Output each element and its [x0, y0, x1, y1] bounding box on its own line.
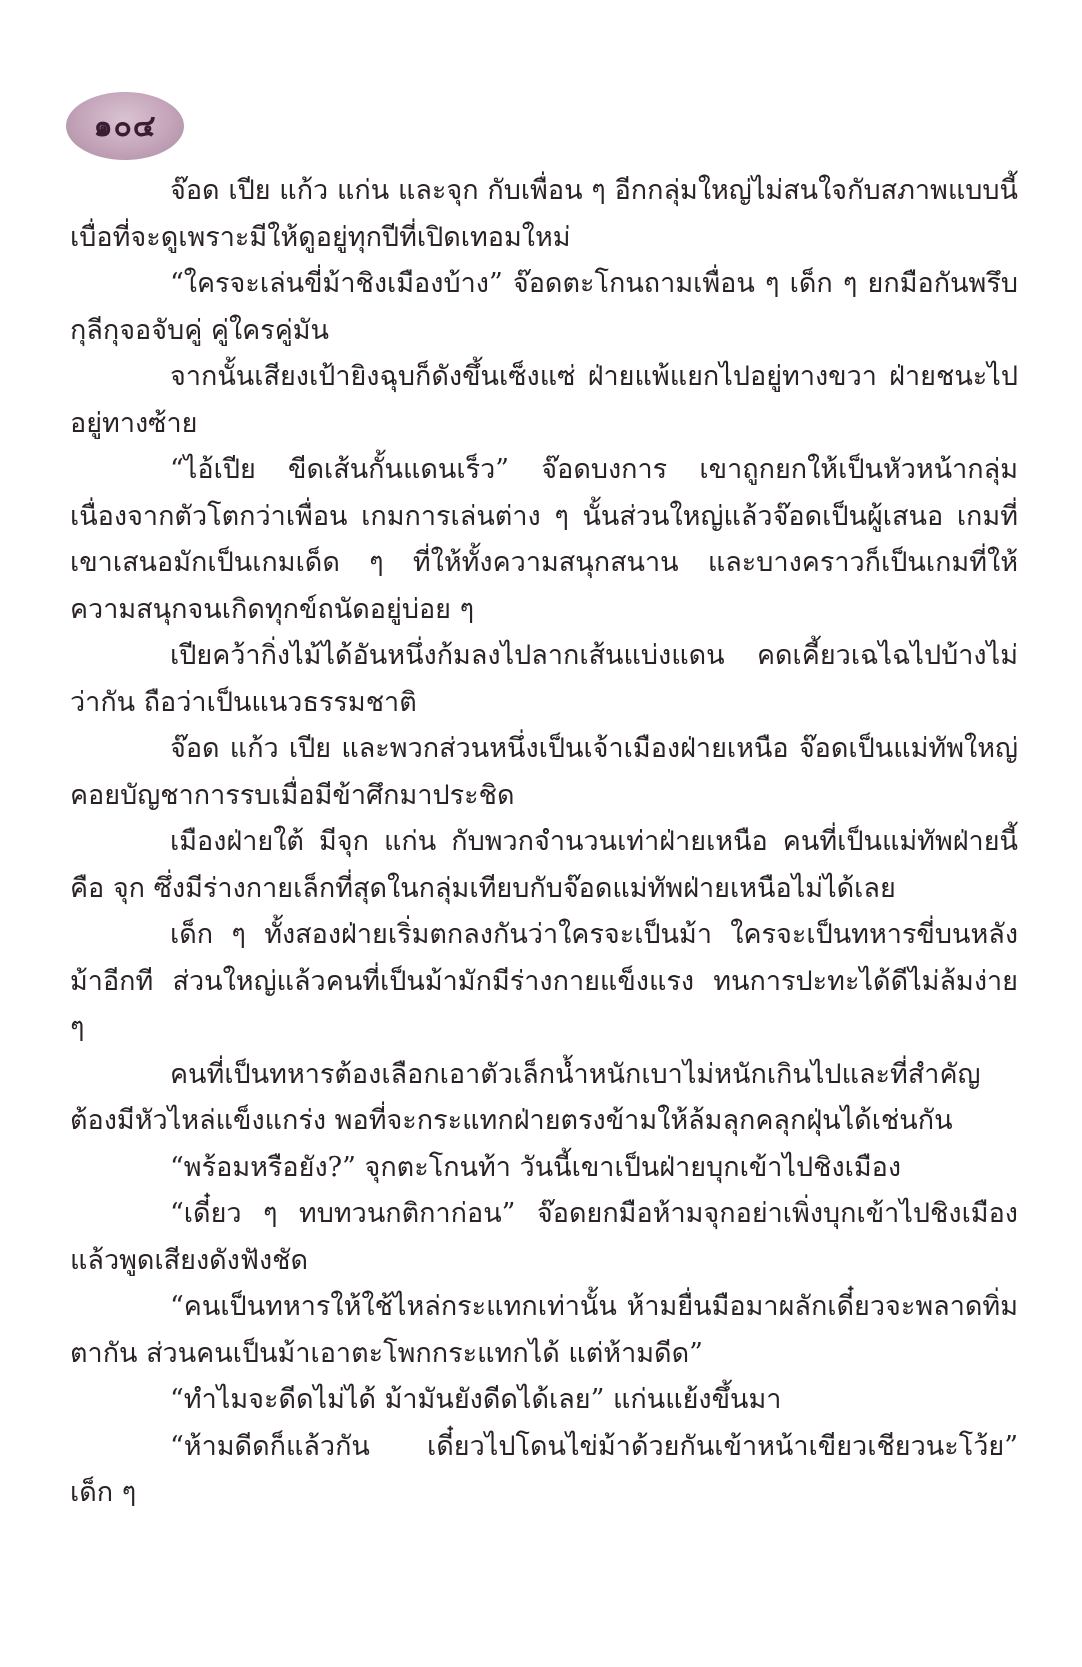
paragraph: “ห้ามดีดก็แล้วกัน เดี๋ยวไปโดนไข่ม้าด้วยกันเข้าหน้าเขียวเชียวนะโว้ย” เด็ก ๆ	[70, 1430, 1018, 1508]
paragraph: “ไอ้เปีย ขีดเส้นกั้นแดนเร็ว” จ๊อดบงการ เขาถูกยกให้เป็นหัวหน้ากลุ่ม เนื่องจากตัวโตกว่าเพื่อน เกมการเล่นต่าง ๆ นั้นส่วนใหญ่แล้วจ๊อดเป็นผู้เสนอ เกมที่เขาเสนอมักเป็นเกมเด็ด ๆ ที่ให้ทั้งความสนุกสนาน และบางคราวก็เป็นเกมที่ให้ความสนุกจนเกิดทุกข์ถนัดอยู่บ่อย ๆ	[70, 454, 1018, 625]
paragraph: “เดี๋ยว ๆ ทบทวนกติกาก่อน” จ๊อดยกมือห้ามจุกอย่าเพิ่งบุกเข้าไปชิงเมือง แล้วพูดเสียงดังฟังชัด	[70, 1198, 1018, 1276]
paragraph: “ใครจะเล่นขี่ม้าชิงเมืองบ้าง” จ๊อดตะโกนถามเพื่อน ๆ เด็ก ๆ ยกมือกันพรึบ กุลีกุจอจับคู่ คู่ใครคู่มัน	[70, 268, 1018, 346]
paragraph: “คนเป็นทหารให้ใช้ไหล่กระแทกเท่านั้น ห้ามยื่นมือมาผลักเดี๋ยวจะพลาดทิ่มตากัน ส่วนคนเป็นม้าเอาตะโพกกระแทกได้ แต่ห้ามดีด”	[70, 1291, 1018, 1369]
page-number-badge	[66, 92, 184, 160]
paragraph: เมืองฝ่ายใต้ มีจุก แก่น กับพวกจำนวนเท่าฝ่ายเหนือ คนที่เป็นแม่ทัพฝ่ายนี้ คือ จุก ซึ่งมีร่างกายเล็กที่สุดในกลุ่มเทียบกับจ๊อดแม่ทัพฝ่ายเหนือไม่ได้เลย	[70, 826, 1018, 904]
page-body	[70, 168, 1018, 1517]
paragraph: “ทำไมจะดีดไม่ได้ ม้ามันยังดีดได้เลย” แก่นแย้งขึ้นมา	[170, 1384, 782, 1415]
paragraph: จ๊อด แก้ว เปีย และพวกส่วนหนึ่งเป็นเจ้าเมืองฝ่ายเหนือ จ๊อดเป็นแม่ทัพใหญ่ คอยบัญชาการรบเมื่อมีข้าศึกมาประชิด	[70, 733, 1018, 811]
page-number: ๑๐๔	[93, 108, 157, 144]
paragraph: “พร้อมหรือยัง?” จุกตะโกนท้า วันนี้เขาเป็นฝ่ายบุกเข้าไปชิงเมือง	[170, 1151, 902, 1183]
paragraph: คนที่เป็นทหารต้องเลือกเอาตัวเล็กน้ำหนักเบาไม่หนักเกินไปและที่สำคัญ ต้องมีหัวไหล่แข็งแกร่ง พอที่จะกระแทกฝ่ายตรงข้ามให้ล้มลุกคลุกฝุ่นได้เช่นกัน	[70, 1058, 981, 1136]
paragraph: เด็ก ๆ ทั้งสองฝ่ายเริ่มตกลงกันว่าใครจะเป็นม้า ใครจะเป็นทหารขี่บนหลังม้าอีกที ส่วนใหญ่แล้วคนที่เป็นม้ามักมีร่างกายแข็งแรง ทนการปะทะได้ดีไม่ล้มง่าย ๆ	[70, 919, 1018, 1043]
paragraph: จ๊อด เปีย แก้ว แก่น และจุก กับเพื่อน ๆ อีกกลุ่มใหญ่ไม่สนใจกับสภาพแบบนี้ เบื่อที่จะดูเพราะมีให้ดูอยู่ทุกปีที่เปิดเทอมใหม่	[70, 175, 1018, 253]
paragraph: จากนั้นเสียงเป้ายิงฉุบก็ดังขึ้นเซ็งแซ่ ฝ่ายแพ้แยกไปอยู่ทางขวา ฝ่ายชนะไปอยู่ทางซ้าย	[70, 361, 1018, 439]
paragraph: เปียคว้ากิ่งไม้ได้อันหนึ่งก้มลงไปลากเส้นแบ่งแดน คดเคี้ยวเฉไฉไปบ้างไม่ว่ากัน ถือว่าเป็นแนวธรรมชาติ	[70, 640, 1018, 718]
